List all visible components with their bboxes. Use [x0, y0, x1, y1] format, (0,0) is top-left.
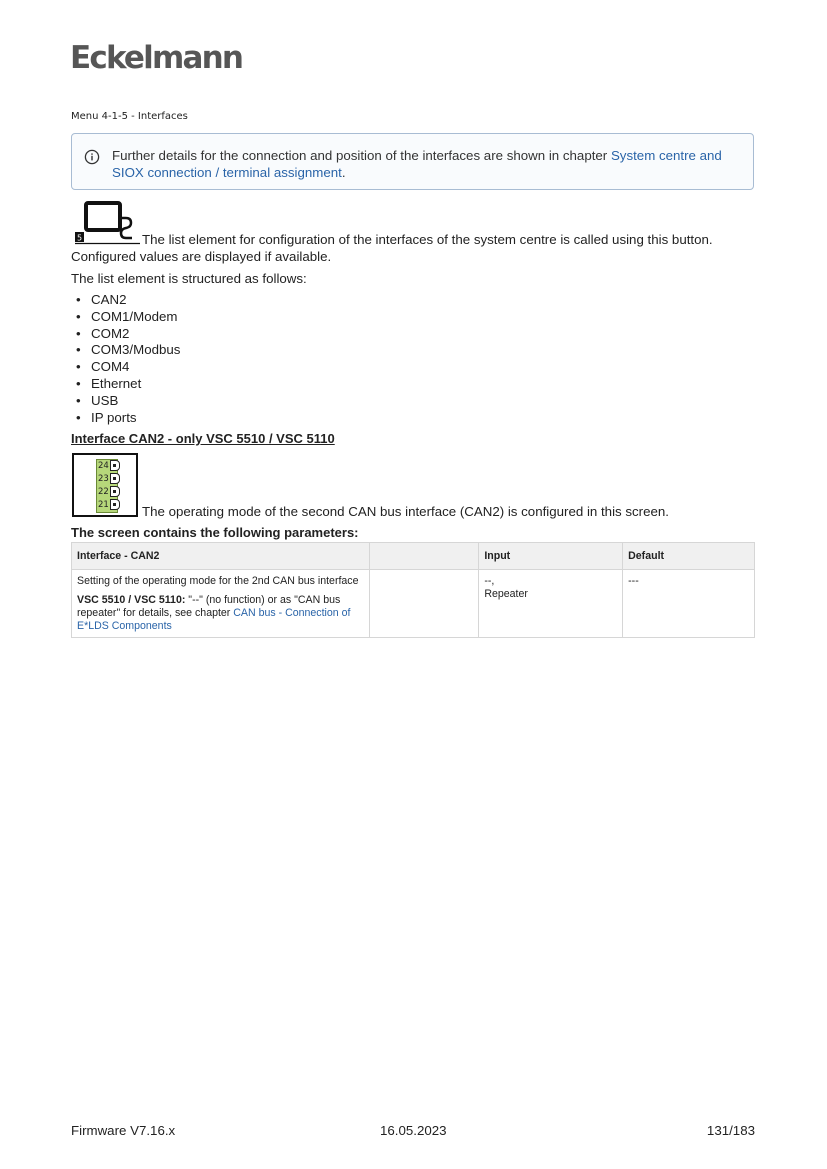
parameter-description	[72, 570, 370, 638]
can2-description: The operating mode of the second CAN bus interface (CAN2) is configured in this screen.	[142, 504, 669, 519]
terminal-pin-icon	[110, 486, 120, 497]
empty-cell	[369, 570, 479, 638]
footer-date: 16.05.2023	[380, 1123, 447, 1138]
button-number: 5	[77, 233, 83, 243]
eckelmann-logo: Eckelmann	[70, 40, 243, 76]
terminal-pin-icon	[110, 473, 120, 484]
parameter-desc-line: Setting of the operating mode for the 2nd CAN bus interface	[77, 575, 359, 587]
structure-list	[71, 292, 180, 426]
breadcrumb: Menu 4-1-5 - Interfaces	[71, 111, 188, 122]
intro-paragraph: The list element for configuration of the interfaces of the system centre is called using this button. Configured values are displayed if available.	[71, 232, 713, 264]
chapter-link-can-bus[interactable]: CAN bus - Connection of E*LDS Components	[77, 607, 351, 632]
parameters-table	[71, 542, 755, 638]
list-item: • COM1/Modem	[71, 309, 180, 326]
terminal-number: 21	[98, 500, 109, 510]
structure-intro: The list element is structured as follows:	[71, 271, 307, 286]
parameter-desc-detail: VSC 5510 / VSC 5110: "--" (no function) or as "CAN bus repeater" for details, see chapter CAN bus - Connection of E*LDS Components	[77, 594, 351, 632]
terminal-pin-icon	[110, 460, 120, 471]
can2-heading: Interface CAN2 - only VSC 5510 / VSC 5110	[71, 431, 335, 446]
input-cell: --, Repeater	[479, 570, 623, 638]
list-item: • Ethernet	[71, 376, 180, 393]
terminal-number: 23	[98, 474, 109, 484]
terminal-pin-icon	[110, 499, 120, 510]
default-cell: ---	[623, 570, 755, 638]
column-header: Input	[479, 543, 623, 570]
list-item: • CAN2	[71, 292, 180, 309]
list-item: • COM2	[71, 326, 180, 343]
column-header	[369, 543, 479, 570]
column-header: Default	[623, 543, 755, 570]
table-header-row	[72, 543, 755, 570]
info-note	[71, 133, 754, 190]
table-row	[72, 570, 755, 638]
chapter-link-system-centre[interactable]: System centre and SIOX connection / terminal assignment	[112, 148, 722, 180]
terminal-number: 24	[98, 461, 109, 471]
list-item: • IP ports	[71, 410, 180, 427]
list-item: • COM4	[71, 359, 180, 376]
list-item: • COM3/Modbus	[71, 342, 180, 359]
params-heading: The screen contains the following parameters:	[71, 525, 359, 540]
terminal-number: 22	[98, 487, 109, 497]
list-item: • USB	[71, 393, 180, 410]
footer-firmware: Firmware V7.16.x	[71, 1123, 176, 1138]
terminal-block-icon	[72, 453, 138, 517]
info-note-text: Further details for the connection and position of the interfaces are shown in chapter System centre and SIOX connection / terminal assignment.	[112, 148, 722, 180]
info-icon	[84, 149, 100, 165]
column-header: Interface - CAN2	[72, 543, 370, 570]
footer-page: 131/183	[706, 1123, 755, 1138]
